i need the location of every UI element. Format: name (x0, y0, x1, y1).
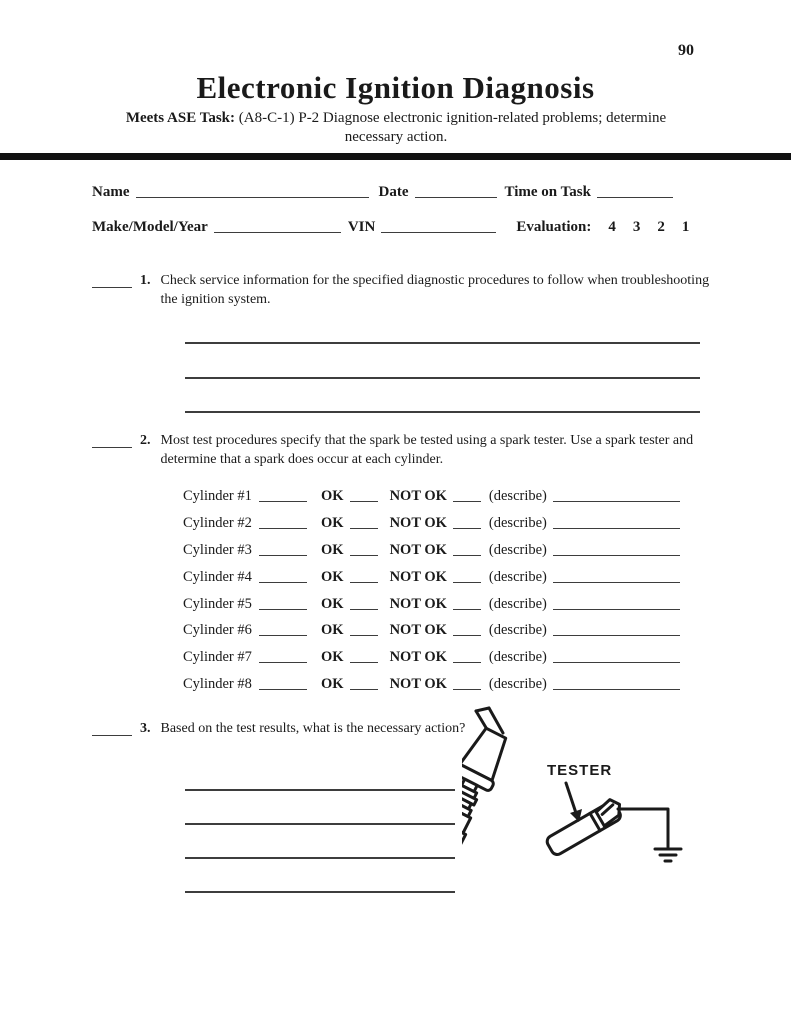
task-3 (92, 719, 471, 738)
cylinder-label: Cylinder #2 (183, 514, 252, 531)
describe-blank (553, 515, 680, 529)
ok-blank (350, 596, 378, 610)
page-number: 90 (678, 42, 694, 59)
ok-label: OK (321, 568, 344, 585)
not-ok-label: NOT OK (389, 488, 447, 504)
cylinder-row (183, 620, 680, 647)
spark-plug (462, 724, 515, 893)
ok-blank (350, 622, 378, 636)
answer-line (185, 823, 455, 825)
describe-blank (553, 542, 680, 556)
describe-blank (553, 676, 680, 690)
ase-task-line (98, 109, 694, 147)
cylinder-row (183, 513, 680, 540)
tester-label: TESTER (547, 762, 613, 779)
ok-label: OK (321, 622, 344, 639)
ok-label: OK (321, 595, 344, 612)
describe-blank (553, 649, 680, 663)
describe-blank (553, 488, 680, 502)
task-2-text: Most test procedures specify that the spark be tested using a spark tester. Use a spark tester and determine that a spark does occur at each cylinder. (160, 433, 694, 467)
answer-line (185, 411, 700, 413)
name-blank (136, 184, 369, 198)
make-model-year-blank (214, 219, 341, 233)
header-divider-rule (0, 153, 791, 160)
not-ok-blank (453, 569, 481, 583)
not-ok-blank (453, 488, 481, 502)
evaluation-value-4: 4 (608, 219, 616, 235)
cylinder-checklist (183, 486, 680, 701)
cylinder-result-blank (259, 515, 307, 529)
time-on-task-label: Time on Task (504, 184, 591, 200)
describe-label: (describe) (488, 568, 547, 585)
cylinder-row (183, 647, 680, 674)
not-ok-label: NOT OK (389, 622, 447, 639)
not-ok-blank (453, 676, 481, 690)
cylinder-result-blank (259, 622, 307, 636)
answer-line (185, 789, 455, 791)
cylinder-row (183, 486, 680, 513)
cylinder-label: Cylinder #8 (183, 676, 252, 693)
date-blank (415, 184, 497, 198)
ground-symbol-icon (655, 849, 681, 861)
vin-blank (381, 219, 496, 233)
cylinder-result-blank (259, 596, 307, 610)
spark-tester-figure (462, 695, 762, 935)
evaluation-value-2: 2 (657, 219, 665, 235)
ok-label: OK (321, 514, 344, 531)
not-ok-blank (453, 622, 481, 636)
describe-label: (describe) (488, 649, 547, 666)
cylinder-row (183, 567, 680, 594)
describe-label: (describe) (488, 541, 547, 558)
info-row-2 (92, 217, 689, 236)
ok-label: OK (321, 488, 344, 504)
tester-label-arrow (566, 783, 582, 822)
cylinder-label: Cylinder #7 (183, 649, 252, 666)
not-ok-label: NOT OK (389, 676, 447, 693)
time-on-task-blank (597, 184, 673, 198)
not-ok-blank (453, 515, 481, 529)
ase-task-text: (A8-C-1) P-2 Diagnose electronic ignition-related problems; determine necessary action. (238, 110, 667, 145)
ok-blank (350, 676, 378, 690)
task-3-text: Based on the test results, what is the necessary action? (160, 721, 466, 736)
not-ok-label: NOT OK (389, 649, 447, 666)
task-1 (92, 271, 721, 309)
evaluation-value-1: 1 (681, 219, 690, 235)
ground-wire (618, 809, 668, 847)
ok-blank (350, 515, 378, 529)
describe-label: (describe) (488, 488, 547, 504)
cylinder-result-blank (259, 542, 307, 556)
not-ok-label: NOT OK (389, 568, 447, 585)
ok-label: OK (321, 676, 344, 693)
vin-label: VIN (347, 219, 376, 235)
cylinder-label: Cylinder #5 (183, 595, 252, 612)
not-ok-blank (453, 649, 481, 663)
describe-blank (553, 569, 680, 583)
describe-label: (describe) (488, 595, 547, 612)
ok-blank (350, 542, 378, 556)
task-3-grade-blank (92, 722, 132, 736)
ok-blank (350, 488, 378, 502)
ok-label: OK (321, 649, 344, 666)
not-ok-label: NOT OK (389, 595, 447, 612)
answer-line (185, 857, 455, 859)
task-3-number: 3. (140, 721, 151, 736)
info-row-1 (92, 182, 673, 201)
cylinder-row (183, 540, 680, 567)
answer-line (185, 377, 700, 379)
not-ok-label: NOT OK (389, 514, 447, 531)
cylinder-label: Cylinder #4 (183, 568, 252, 585)
describe-label: (describe) (488, 676, 547, 693)
task-1-text: Check service information for the specified diagnostic procedures to follow when troubleshooting the ignition system. (160, 273, 710, 307)
describe-blank (553, 596, 680, 610)
cylinder-result-blank (259, 649, 307, 663)
task-1-number: 1. (140, 273, 151, 288)
describe-label: (describe) (488, 622, 547, 639)
task-2 (92, 431, 721, 469)
describe-label: (describe) (488, 514, 547, 531)
cylinder-label: Cylinder #6 (183, 622, 252, 639)
answer-line (185, 342, 700, 344)
cylinder-label: Cylinder #1 (183, 488, 252, 504)
not-ok-blank (453, 542, 481, 556)
not-ok-blank (453, 596, 481, 610)
task-1-grade-blank (92, 274, 132, 288)
page-title: Electronic Ignition Diagnosis (196, 70, 595, 105)
ok-label: OK (321, 541, 344, 558)
date-label: Date (378, 184, 409, 200)
name-label: Name (92, 184, 130, 200)
cylinder-row (183, 594, 680, 621)
cylinder-result-blank (259, 569, 307, 583)
cylinder-label: Cylinder #3 (183, 541, 252, 558)
task-2-grade-blank (92, 434, 132, 448)
evaluation-value-3: 3 (632, 219, 641, 235)
not-ok-label: NOT OK (389, 541, 447, 558)
spark-tester (544, 797, 626, 857)
describe-blank (553, 622, 680, 636)
ok-blank (350, 649, 378, 663)
task-2-number: 2. (140, 433, 151, 448)
cylinder-result-blank (259, 676, 307, 690)
answer-line (185, 891, 455, 893)
cylinder-result-blank (259, 488, 307, 502)
ok-blank (350, 569, 378, 583)
ase-task-label: Meets ASE Task: (125, 110, 236, 126)
make-model-year-label: Make/Model/Year (92, 219, 208, 235)
evaluation-label: Evaluation: (516, 219, 592, 235)
